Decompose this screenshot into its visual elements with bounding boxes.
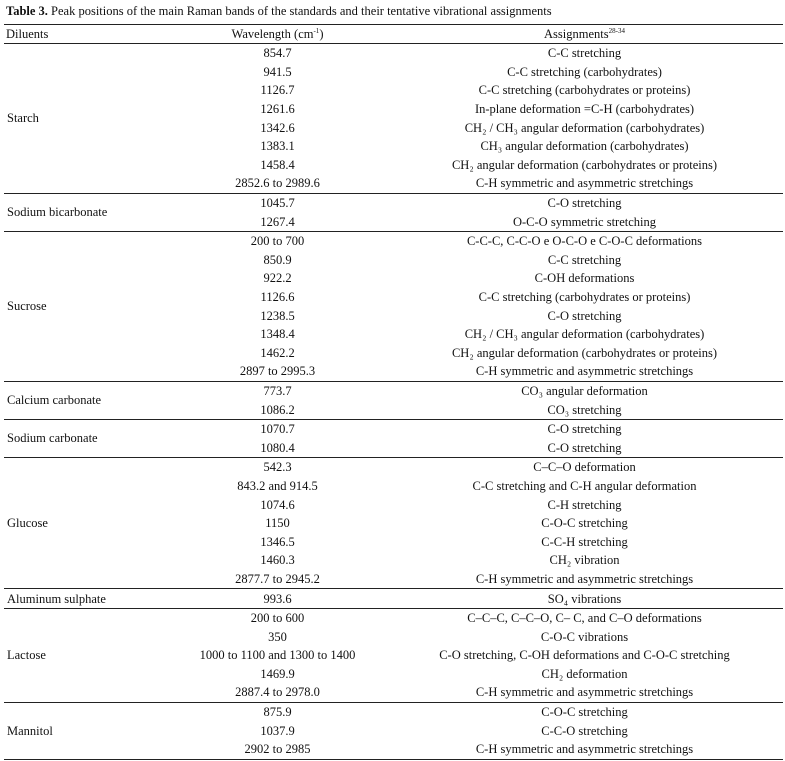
table-row xyxy=(4,419,783,438)
assignment-cell: C–C–O deformation xyxy=(386,458,783,477)
table-row xyxy=(4,608,783,627)
table-row xyxy=(4,231,783,250)
assignment-cell: C-H symmetric and asymmetric stretchings xyxy=(386,740,783,759)
assignment-cell: C-O stretching xyxy=(547,308,622,323)
wavelength-cell: 2852.6 to 2989.6 xyxy=(235,176,320,191)
wavelength-cell: 200 to 600 xyxy=(169,608,386,627)
assignment-cell: C-O-C stretching xyxy=(386,702,783,721)
wavelength-cell: 2902 to 2985 xyxy=(169,740,386,759)
header-row xyxy=(4,25,783,44)
assignment-cell: In-plane deformation =C-H (carbohydrates) xyxy=(474,102,695,117)
wavelength-cell: 200 to 700 xyxy=(169,231,386,250)
wavelength-cell: 1080.4 xyxy=(260,440,295,455)
assignment-cell: C-C stretching (carbohydrates) xyxy=(507,64,662,79)
table-label: Table 3. xyxy=(6,4,48,18)
wavelength-cell: 773.7 xyxy=(169,381,386,400)
table-row xyxy=(4,381,783,400)
assignment-cell: C-H symmetric and asymmetric stretchings xyxy=(475,176,694,191)
assignment-cell: C-H symmetric and asymmetric stretchings xyxy=(475,571,694,586)
wavelength-cell: 1000 to 1100 and 1300 to 1400 xyxy=(199,648,356,663)
wavelength-cell: 1037.9 xyxy=(260,723,295,738)
assignment-cell: C-C stretching (carbohydrates or proteins) xyxy=(478,290,691,305)
wavelength-cell: 1086.2 xyxy=(260,402,295,417)
raman-bands-table xyxy=(4,24,783,760)
wavelength-cell: 1150 xyxy=(265,516,290,531)
wavelength-cell: 922.2 xyxy=(263,271,292,286)
wavelength-cell: 1462.2 xyxy=(260,345,295,360)
wavelength-cell: 993.6 xyxy=(169,589,386,609)
assignment-cell: CH₂ deformation xyxy=(541,666,628,681)
assignment-cell: CO₃ angular deformation xyxy=(386,381,783,400)
assignment-cell: C-H symmetric and asymmetric stretchings xyxy=(475,364,694,379)
diluent-name: Aluminum sulphate xyxy=(4,589,169,609)
assignment-cell: CH₂ / CH₃ angular deformation (carbohydrates) xyxy=(464,120,705,135)
header-diluents: Diluents xyxy=(4,25,169,44)
wavelength-cell: 850.9 xyxy=(263,252,292,267)
assignment-cell: CH₂ / CH₃ angular deformation (carbohydrates) xyxy=(464,327,705,342)
wavelength-cell: 1342.6 xyxy=(260,120,295,135)
wavelength-cell: 2887.4 to 2978.0 xyxy=(235,685,320,700)
wavelength-cell: 350 xyxy=(268,629,287,644)
assignment-cell: C-C stretching and C-H angular deformation xyxy=(472,478,697,493)
assignment-cell: C-O-C vibrations xyxy=(540,629,629,644)
assignment-cell: SO₄ vibrations xyxy=(386,589,783,609)
wavelength-cell: 1267.4 xyxy=(260,214,295,229)
table-row xyxy=(4,702,783,721)
table-caption xyxy=(6,2,552,20)
wavelength-cell: 1348.4 xyxy=(260,327,295,342)
table-row xyxy=(4,44,783,63)
diluent-name: Sucrose xyxy=(4,231,169,381)
assignment-cell: O-C-O symmetric stretching xyxy=(512,214,657,229)
assignment-cell: CH₃ angular deformation (carbohydrates) xyxy=(480,139,689,154)
wavelength-cell: 1469.9 xyxy=(260,666,295,681)
wavelength-cell: 1458.4 xyxy=(260,157,295,172)
wavelength-cell: 1074.6 xyxy=(260,497,295,512)
assignment-cell: C-C stretching (carbohydrates or proteins) xyxy=(478,83,691,98)
wavelength-cell: 1126.7 xyxy=(260,83,295,98)
diluent-name: Sodium carbonate xyxy=(4,419,169,457)
diluent-name: Calcium carbonate xyxy=(4,381,169,419)
assignment-cell: C-O stretching xyxy=(547,440,622,455)
assignment-cell: CO₃ stretching xyxy=(547,402,622,417)
wavelength-cell: 854.7 xyxy=(263,46,292,61)
wavelength-cell: 1346.5 xyxy=(260,534,295,549)
wavelength-cell: 843.2 and 914.5 xyxy=(237,478,318,493)
wavelength-cell: 1126.6 xyxy=(260,290,295,305)
wavelength-cell: 542.3 xyxy=(169,458,386,477)
assignment-cell: C-OH deformations xyxy=(534,271,635,286)
table-row xyxy=(4,458,783,477)
wavelength-cell: 1383.1 xyxy=(260,139,295,154)
assignment-cell: C-C stretching xyxy=(547,252,622,267)
diluent-name: Sodium bicarbonate xyxy=(4,193,169,231)
wavelength-cell: 941.5 xyxy=(263,64,292,79)
assignment-cell: C-O stretching xyxy=(386,193,783,212)
assignment-cell: C-C-O stretching xyxy=(541,723,628,738)
wavelength-cell: 1045.7 xyxy=(169,193,386,212)
assignment-cell: C-C-C, C-C-O e O-C-O e C-O-C deformations xyxy=(386,231,783,250)
table-row xyxy=(4,589,783,609)
wavelength-cell: 875.9 xyxy=(169,702,386,721)
wavelength-cell: 2877.7 to 2945.2 xyxy=(235,571,320,586)
assignment-cell: CH₂ angular deformation (carbohydrates or proteins) xyxy=(451,157,718,172)
diluent-name: Mannitol xyxy=(4,702,169,759)
diluent-name: Glucose xyxy=(4,458,169,589)
table-row xyxy=(4,193,783,212)
header-assignments: Assignments$^{28-34}$ xyxy=(386,25,783,44)
assignment-cell: CH₂ angular deformation (carbohydrates or proteins) xyxy=(451,345,718,360)
caption-text: Peak positions of the main Raman bands of the standards and their tentative vibrational assignments xyxy=(47,4,552,18)
assignment-cell: C–C–C, C–C–O, C– C, and C–O deformations xyxy=(386,608,783,627)
assignment-cell: C-O-C stretching xyxy=(541,516,628,531)
assignment-cell: C-H symmetric and asymmetric stretchings xyxy=(475,685,694,700)
wavelength-cell: 1261.6 xyxy=(260,102,295,117)
diluent-name: Lactose xyxy=(4,608,169,702)
wavelength-cell: 1460.3 xyxy=(260,553,295,568)
assignment-cell: C-H stretching xyxy=(547,497,622,512)
assignment-cell: C-C stretching xyxy=(547,46,622,61)
table-body xyxy=(4,44,783,760)
assignment-cell: CH₂ vibration xyxy=(549,553,620,568)
assignment-cell: C-C-H stretching xyxy=(541,534,628,549)
wavelength-cell: 1238.5 xyxy=(260,308,295,323)
diluent-name: Starch xyxy=(7,111,39,126)
wavelength-cell: 2897 to 2995.3 xyxy=(239,364,316,379)
assignment-cell: C-O stretching, C-OH deformations and C-O-C stretching xyxy=(439,648,730,663)
header-wavelength: Wavelength $(cm^{-1})$ xyxy=(169,25,386,44)
assignment-cell: C-O stretching xyxy=(386,419,783,438)
wavelength-cell: 1070.7 xyxy=(169,419,386,438)
